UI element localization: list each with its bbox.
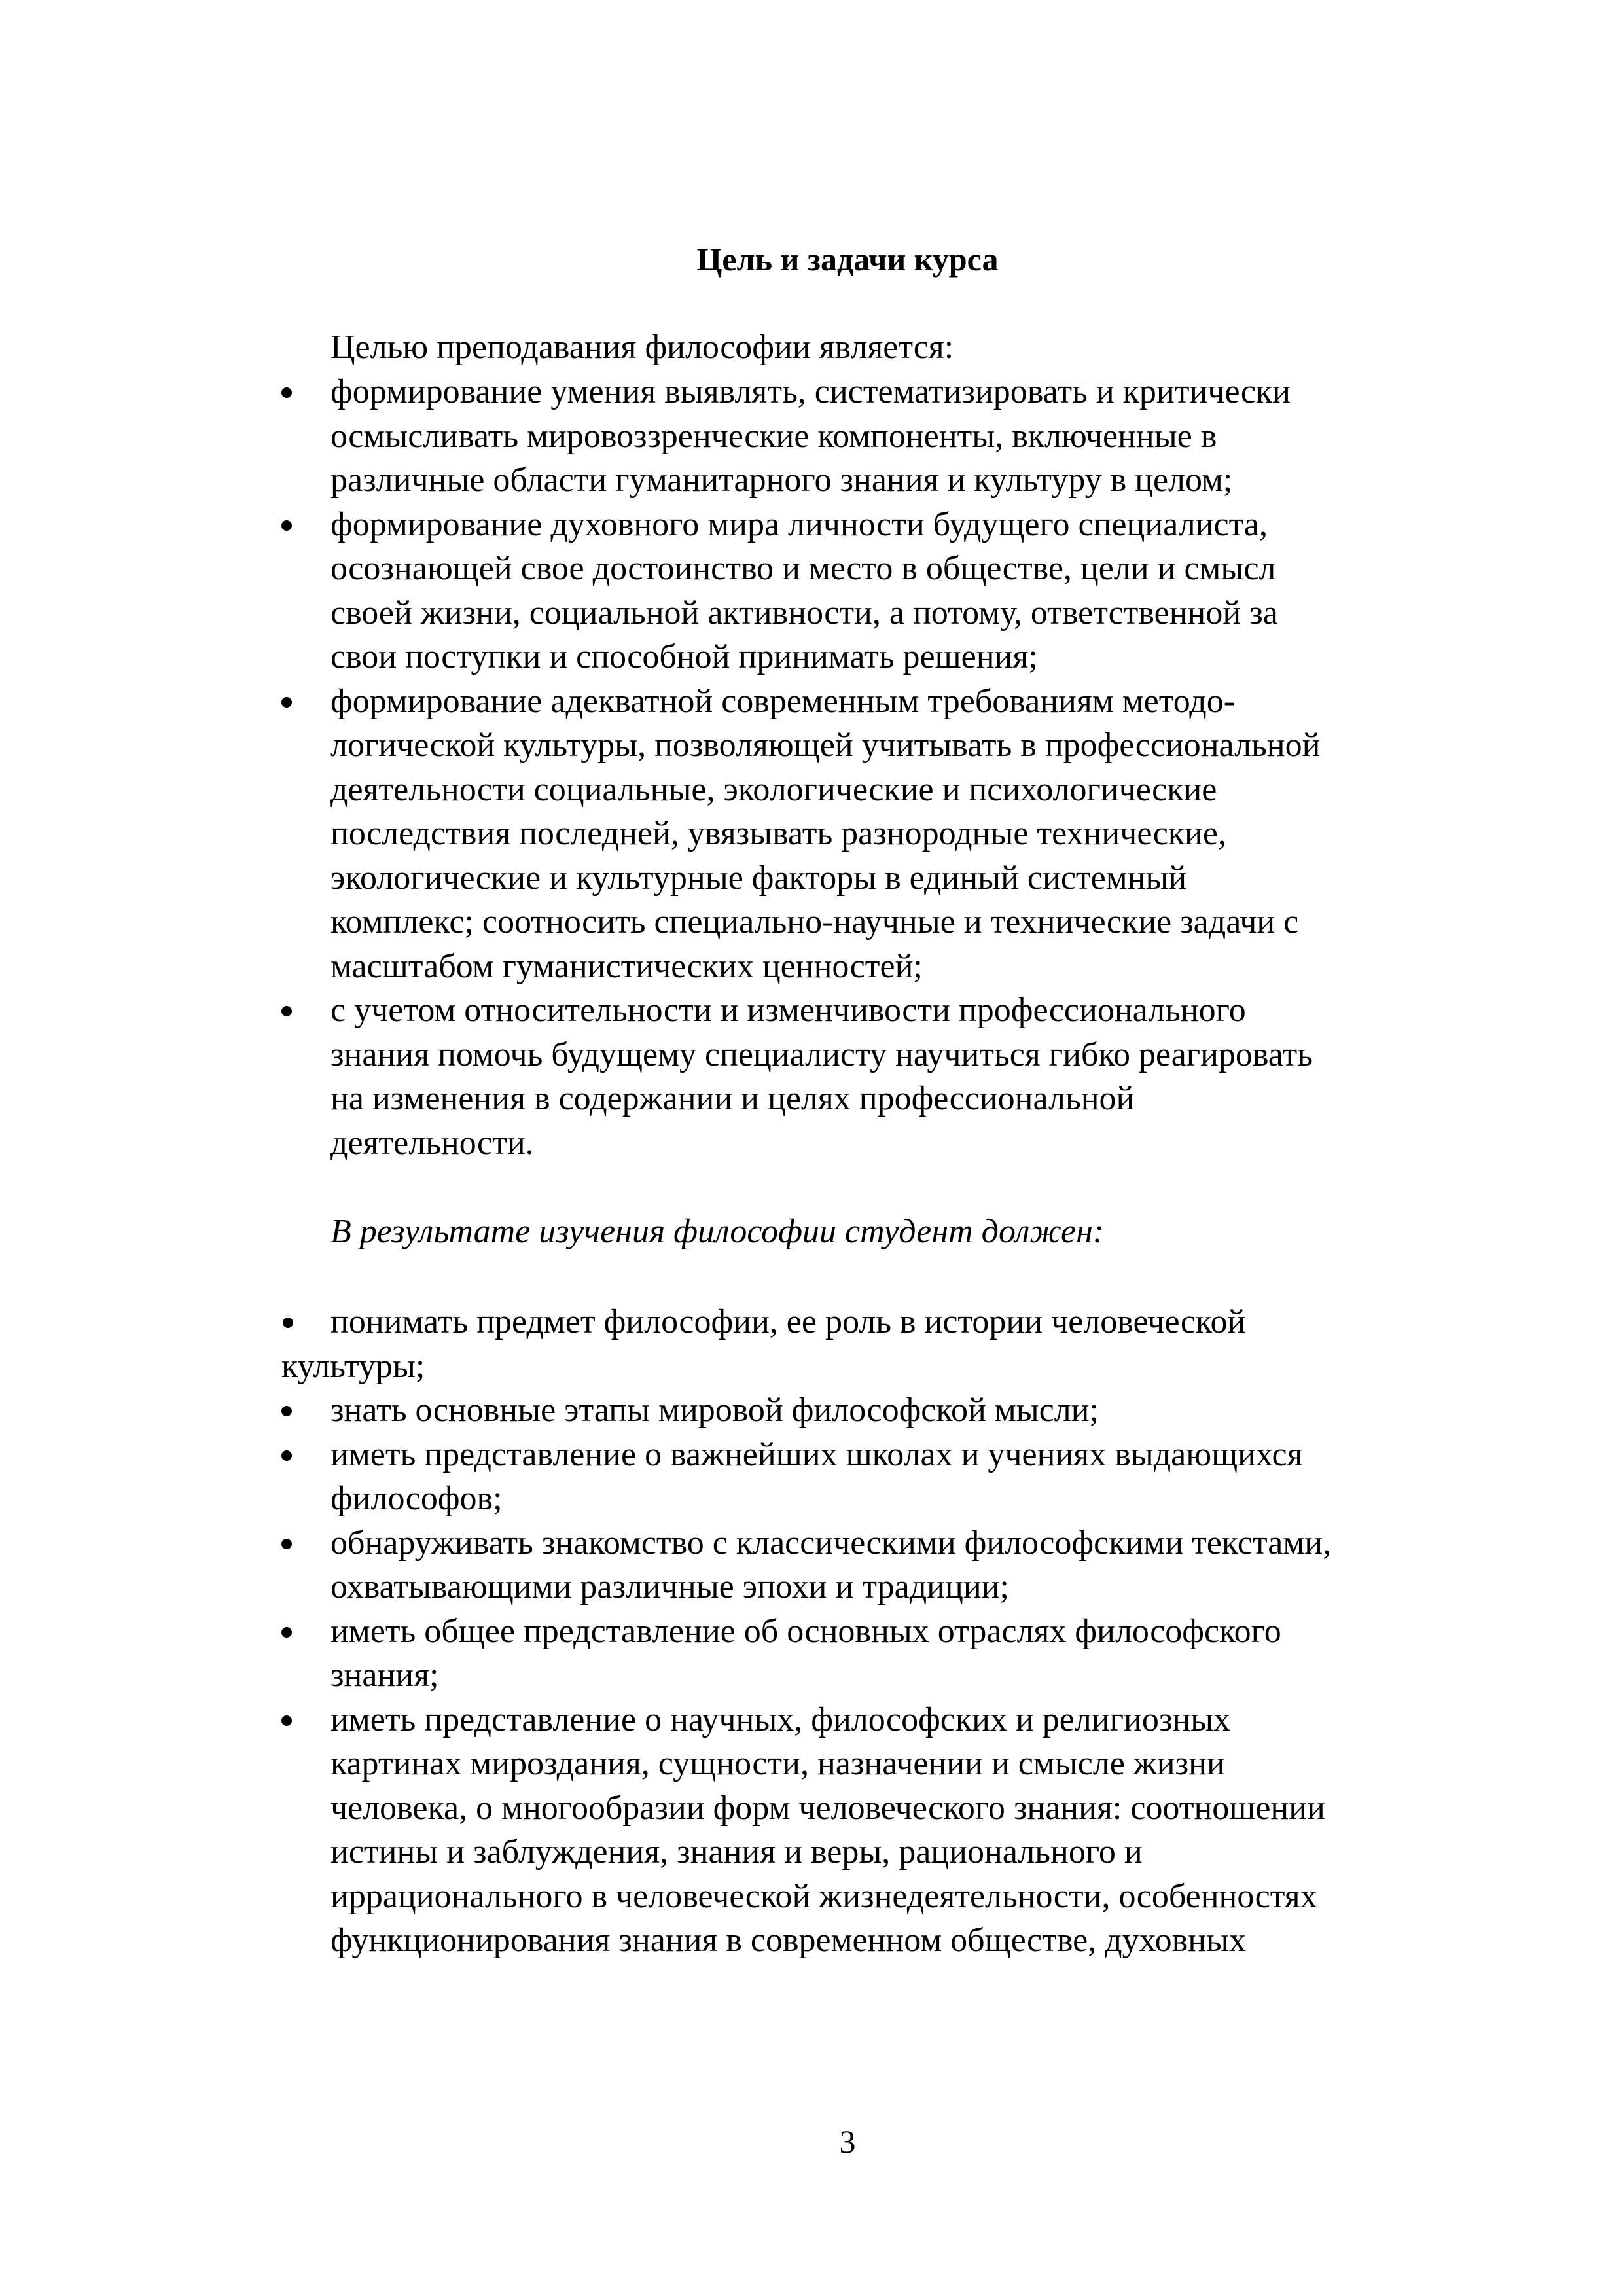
bullet-icon	[281, 1539, 292, 1549]
bullet-icon	[281, 1627, 292, 1638]
list-item	[0, 1521, 1486, 1609]
bullet-icon	[281, 1406, 292, 1416]
list-item-text: иметь представление о научных, философских и религиозных картинах мироздания, сущности, назначении и смысле жизни человека, о многообразии форм человеческого знания: соотношении истины и заблуждения, знания и веры, рационального и иррационального в человеческой жизнедеятельности, особенностях функционирования знания в современном обществе, духовных	[330, 1700, 1325, 1959]
bullet-icon	[281, 387, 292, 398]
intro-text: Целью преподавания философии является:	[330, 329, 954, 366]
list-item-text: с учетом относительности и изменчивости профессионального знания помочь будущему специалисту научиться гибко реагировать на изменения в содержании и целях профессиональной деятельности.	[330, 992, 1313, 1162]
list-item	[0, 988, 1482, 1165]
list-item-text: иметь представление о важнейших школах и учениях выдающихся философов;	[330, 1435, 1303, 1517]
bullet-icon	[281, 1450, 292, 1461]
list-item	[0, 1433, 1486, 1521]
page-title: Цель и задачи курса	[696, 241, 999, 278]
list-item-text: формирование духовного мира личности будущего специалиста, осознающей свое достоинство и место в обществе, цели и смысл своей жизни, социальной активности, а потому, ответственной за свои поступки и способной принимать решения;	[330, 505, 1278, 675]
list-item-text: знать основные этапы мировой философской мысли;	[330, 1391, 1099, 1429]
list-item	[0, 679, 1482, 989]
list-item	[0, 503, 1482, 679]
bullet-icon	[283, 1318, 293, 1328]
results-heading: В результате изучения философии студент должен:	[330, 1213, 1105, 1250]
bullet-icon	[281, 697, 292, 708]
list-item	[0, 1300, 1486, 1388]
bullet-icon	[281, 520, 292, 531]
list-item-text: обнаруживать знакомство с классическими философскими текстами, охватывающими различные эпохи и традиции;	[330, 1524, 1332, 1605]
list-item	[0, 370, 1482, 503]
results-list	[0, 1300, 1486, 1963]
bullet-icon	[281, 1006, 292, 1016]
list-item	[0, 1698, 1486, 1963]
list-item-text: понимать предмет философии, ее роль в истории человеческой культуры;	[281, 1303, 1246, 1385]
list-item-text: иметь общее представление об основных отраслях философского знания;	[330, 1612, 1281, 1694]
list-item-text: формирование адекватной современным требованиям методо- логической культуры, позволяющей учитывать в профессиональной деятельности социальные, экологические и психологические последствия последней, увязывать разнородные технические, экологические и культурные факторы в единый системный комплекс; соотносить специально-научные и технические задачи с масштабом гуманистических ценностей;	[330, 682, 1321, 985]
page-number: 3	[839, 2123, 856, 2160]
list-item	[0, 1609, 1486, 1698]
list-item	[0, 1388, 1486, 1433]
bullet-icon	[281, 1715, 292, 1726]
goals-list	[0, 370, 1482, 1165]
list-item-text: формирование умения выявлять, систематизировать и критически осмысливать мировоззренческие компоненты, включенные в различные области гуманитарного знания и культуру в целом;	[330, 373, 1291, 499]
